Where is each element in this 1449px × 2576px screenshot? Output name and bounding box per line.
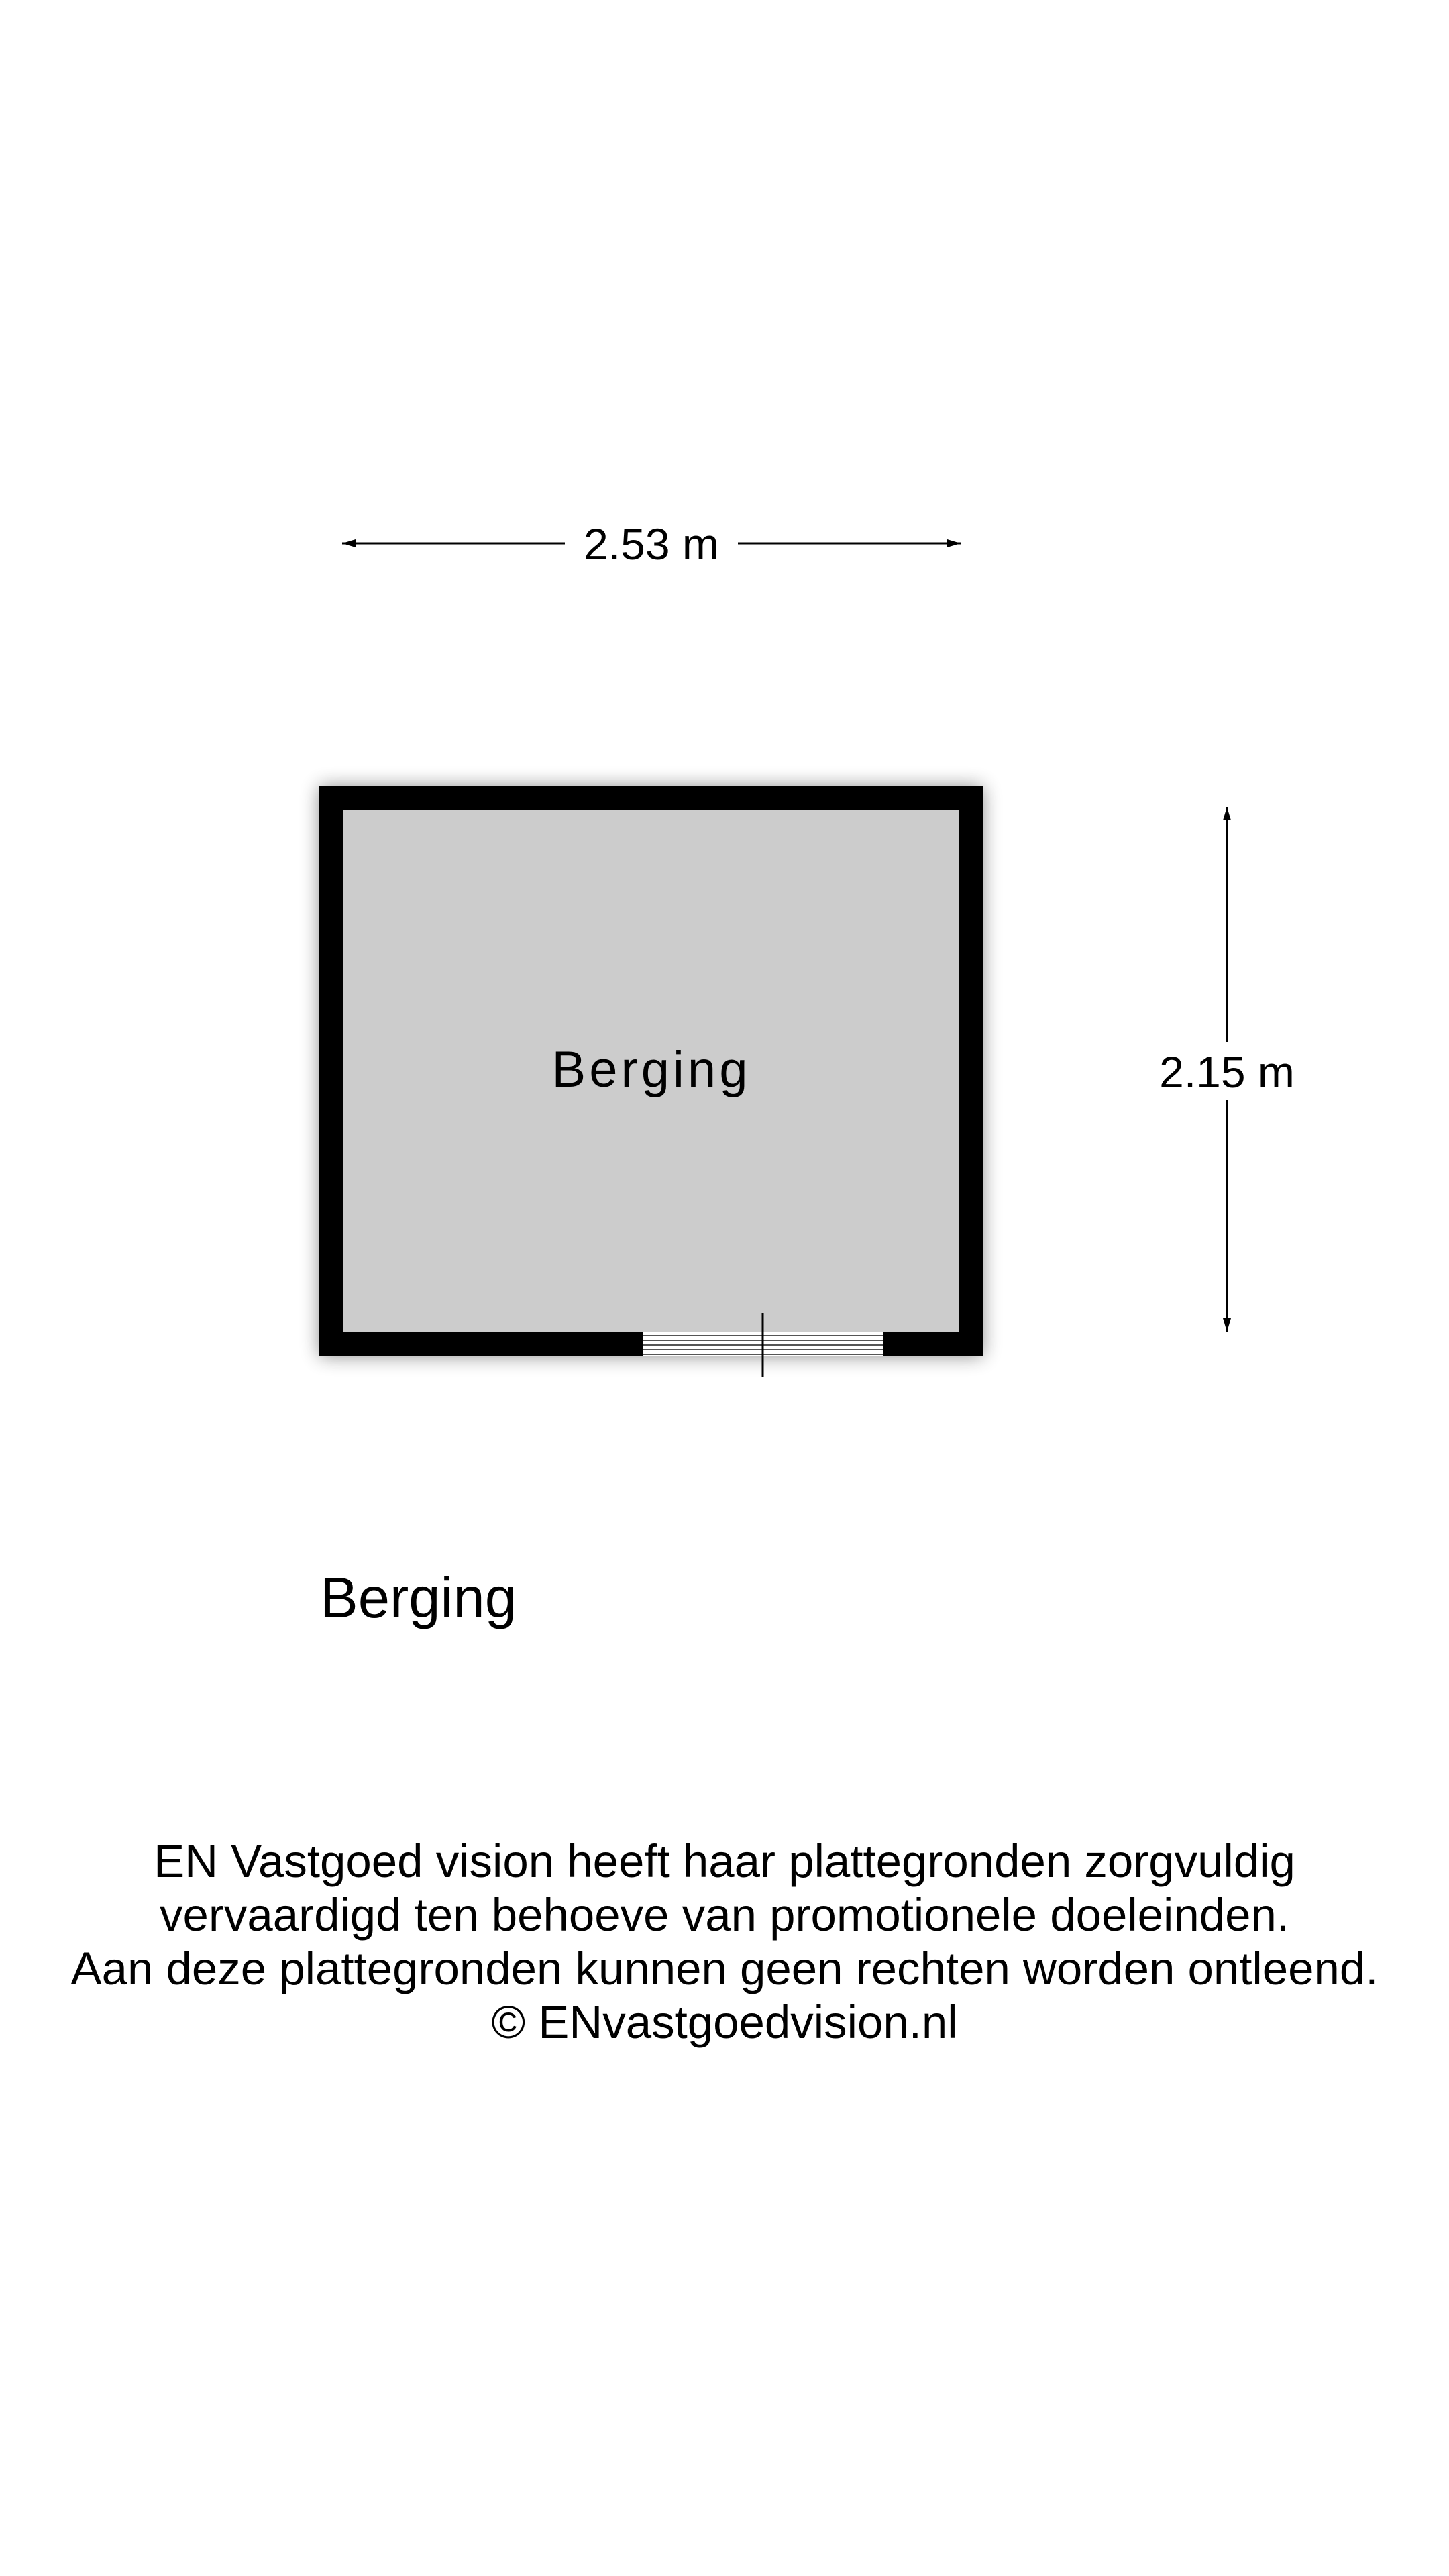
depth-dimension-label: 2.15 m — [1159, 1047, 1295, 1097]
depth-dimension — [1159, 807, 1295, 1332]
disclaimer-line: EN Vastgoed vision heeft haar plattegronden zorgvuldig — [154, 1835, 1295, 1887]
disclaimer-line: vervaardigd ten behoeve van promotionele doeleinden. — [159, 1889, 1290, 1941]
room-berging — [319, 786, 983, 1377]
disclaimer-line: Aan deze plattegronden kunnen geen rechten worden ontleend. — [70, 1943, 1379, 1994]
disclaimer — [0, 1835, 1449, 2049]
room-label: Berging — [551, 1041, 751, 1098]
floor-title: Berging — [320, 1566, 517, 1630]
width-dimension-label: 2.53 m — [584, 519, 719, 569]
copyright-line: © ENvastgoedvision.nl — [491, 1996, 958, 2048]
width-dimension — [342, 519, 961, 569]
